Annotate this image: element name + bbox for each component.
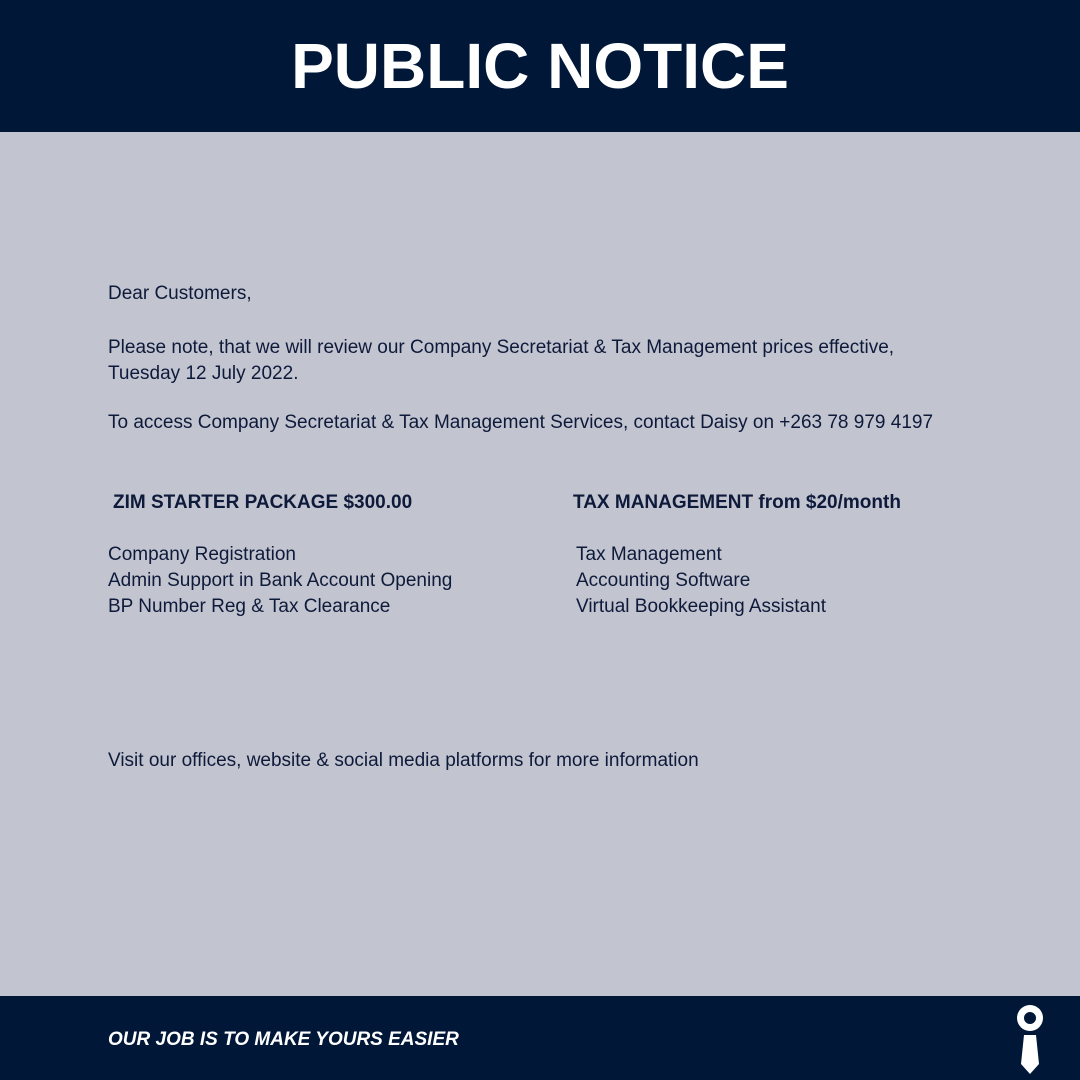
list-item: Tax Management bbox=[576, 544, 722, 565]
list-item: Accounting Software bbox=[576, 570, 751, 591]
note-line-1: Please note, that we will review our Company Secretariat & Tax Management prices effective, bbox=[108, 337, 895, 358]
price-review-note bbox=[108, 335, 1008, 387]
tie-logo-icon bbox=[1012, 1002, 1048, 1074]
page-title: PUBLIC NOTICE bbox=[291, 30, 789, 102]
list-item: Company Registration bbox=[108, 544, 296, 565]
footer-tagline: OUR JOB IS TO MAKE YOURS EASIER bbox=[108, 1029, 459, 1050]
starter-package-section bbox=[108, 490, 452, 620]
footer-bar bbox=[0, 996, 1080, 1080]
header-bar bbox=[0, 0, 1080, 132]
note-line-2: Tuesday 12 July 2022. bbox=[108, 363, 299, 384]
list-item: BP Number Reg & Tax Clearance bbox=[108, 596, 391, 617]
contact-text: To access Company Secretariat & Tax Management Services, contact Daisy on +263 78 979 4197 bbox=[108, 412, 934, 433]
visit-text: Visit our offices, website & social media platforms for more information bbox=[108, 750, 699, 771]
tax-management-heading: TAX MANAGEMENT from $20/month bbox=[573, 492, 901, 513]
greeting-text: Dear Customers, bbox=[108, 283, 252, 304]
list-item: Admin Support in Bank Account Opening bbox=[108, 570, 453, 591]
list-item: Virtual Bookkeeping Assistant bbox=[576, 596, 826, 617]
starter-package-list bbox=[108, 542, 452, 620]
starter-package-heading: ZIM STARTER PACKAGE $300.00 bbox=[113, 492, 413, 513]
tax-management-section bbox=[573, 490, 901, 620]
tax-management-list bbox=[573, 542, 901, 620]
